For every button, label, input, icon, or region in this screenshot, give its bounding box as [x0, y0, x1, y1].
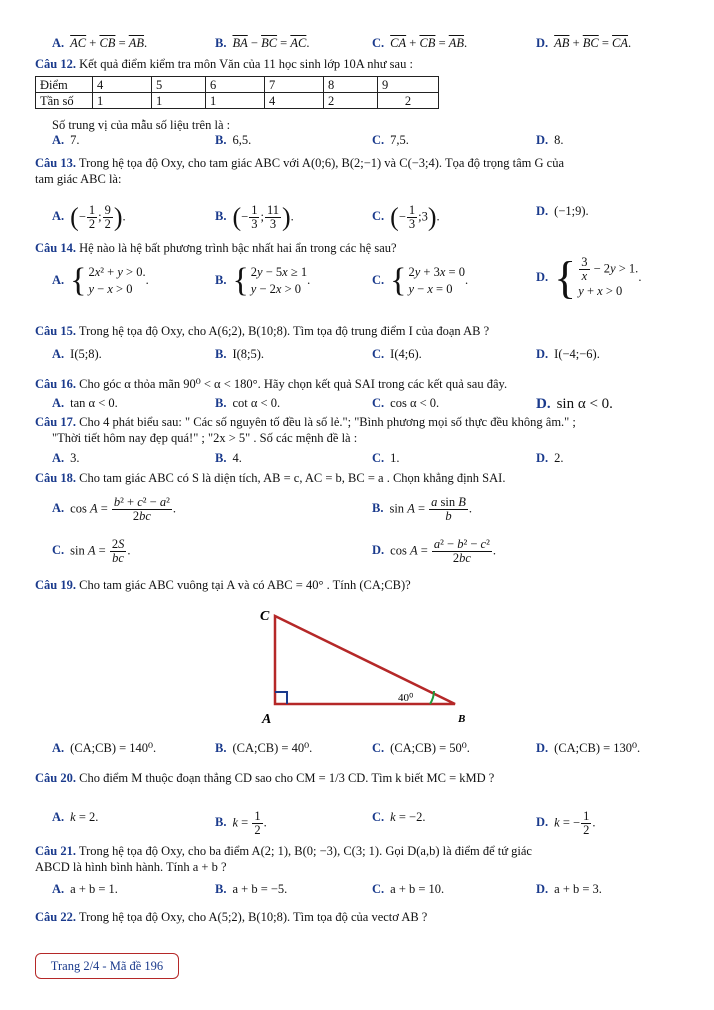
q21-option-b[interactable]: B. a + b = −5.	[215, 882, 288, 896]
angle-label: 40⁰	[398, 692, 414, 704]
q13-option-c[interactable]: C. (− $\frac{1}{3}$ ;3).	[372, 202, 440, 232]
question-number: Câu 14.	[35, 241, 76, 255]
question-text: Kết quả điểm kiểm tra môn Văn của 11 học sinh lớp 10A như sau :	[79, 57, 413, 71]
q21-option-d[interactable]: D. a + b = 3.	[536, 882, 602, 896]
q15-option-d[interactable]: D. I(−4;−6).	[536, 347, 600, 361]
q11-option-a[interactable]: A. $\overline{AC} + \overline{CB} = \overline{AB}$.	[52, 36, 148, 50]
q21-options	[0, 882, 714, 900]
question-20	[35, 770, 685, 786]
q12-option-b[interactable]: B. 6,5.	[215, 133, 252, 147]
q12-option-a[interactable]: A. 7.	[52, 133, 80, 147]
q19-option-b[interactable]: B. (CA;CB) = 40⁰.	[215, 741, 313, 755]
question-text: "Thời tiết hôm nay đẹp quá!" ; "2x > 5" . Số các mệnh đề là :	[52, 431, 358, 445]
q19-option-c[interactable]: C. (CA;CB) = 50⁰.	[372, 741, 470, 755]
question-text: Trong hệ tọa độ Oxy, cho A(6;2), B(10;8). Tìm tọa độ trung điểm I của đoạn AB ?	[78, 324, 490, 338]
page-footer: Trang 2/4 - Mã đề 196	[35, 953, 179, 979]
table-cell: 9	[378, 77, 439, 93]
q16-option-d[interactable]: D. sin α < 0.	[536, 396, 613, 412]
q13-option-d[interactable]: D. (−1;9).	[536, 204, 589, 218]
table-cell: 1	[152, 93, 206, 109]
table-cell: 5	[152, 77, 206, 93]
table-cell: Điểm	[36, 77, 93, 93]
question-subtext: Số trung vị của mẫu số liệu trên là :	[52, 118, 231, 132]
question-text: Cho 4 phát biểu sau: " Các số nguyên tố đều là số lẻ."; "Bình phương mọi số thực đều không âm." ;	[79, 415, 576, 429]
table-cell: 2	[378, 93, 439, 109]
q15-option-b[interactable]: B. I(8;5).	[215, 347, 265, 361]
question-12	[35, 56, 685, 72]
vertex-b-label: B	[458, 713, 466, 725]
q17-options	[0, 451, 714, 469]
question-text: Trong hệ tọa độ Oxy, cho ba điểm A(2; 1), B(0; −3), C(3; 1). Gọi D(a,b) là điểm để tứ giác	[78, 844, 532, 858]
q14-option-a[interactable]: A. { 2x² + y > 0. y − x > 0 .	[52, 262, 149, 299]
q18-option-b[interactable]: B. sin A = $\frac{\text{a sin B}}{b}$ .	[372, 495, 472, 523]
right-triangle-figure	[240, 598, 470, 728]
question-number: Câu 17.	[35, 415, 76, 429]
q17-option-b[interactable]: B. 4.	[215, 451, 242, 465]
question-18	[35, 470, 685, 486]
q16-option-b[interactable]: B. cot α < 0.	[215, 396, 281, 410]
table-cell: Tần số	[36, 93, 93, 109]
q20-option-b[interactable]: B. k = $\frac{1}{2}$ .	[215, 809, 267, 837]
question-number: Câu 18.	[35, 471, 76, 485]
triangle-abc	[275, 616, 455, 704]
question-15	[35, 323, 685, 339]
table-cell: 8	[324, 77, 378, 93]
question-text: tam giác ABC là:	[35, 172, 122, 186]
q13-option-a[interactable]: A. (− $\frac{1}{2}$ ; $\frac{9}{2}$ ).	[52, 202, 126, 232]
q12-option-d[interactable]: D. 8.	[536, 133, 564, 147]
q18-options-row2	[0, 538, 714, 570]
q14-option-d[interactable]: D. { $\frac{3}{x}$ − 2y > 1. y + x > 0 .	[536, 252, 642, 303]
question-22	[35, 909, 685, 925]
table-cell: 4	[93, 77, 152, 93]
table-cell: 1	[206, 93, 265, 109]
question-text: Trong hệ tọa độ Oxy, cho A(5;2), B(10;8). Tìm tọa độ của vectơ AB ?	[78, 910, 428, 924]
q21-option-a[interactable]: A. a + b = 1.	[52, 882, 118, 896]
question-number: Câu 21.	[35, 844, 76, 858]
table-row	[36, 93, 439, 109]
question-number: Câu 22.	[35, 910, 76, 924]
q17-option-c[interactable]: C. 1.	[372, 451, 400, 465]
q16-options	[0, 396, 714, 414]
q17-option-a[interactable]: A. 3.	[52, 451, 80, 465]
q16-option-c[interactable]: C. cos α < 0.	[372, 396, 440, 410]
q11-options	[0, 36, 714, 54]
q14-option-b[interactable]: B. { 2y − 5x ≥ 1 y − 2x > 0 .	[215, 262, 311, 299]
question-13	[35, 155, 685, 187]
question-number: Câu 13.	[35, 156, 76, 170]
question-17	[35, 414, 685, 446]
question-text: ABCD là hình bình hành. Tính a + b ?	[35, 860, 227, 874]
q13-options	[0, 204, 714, 238]
q18-option-a[interactable]: A. cos A = $\frac{\text{b² + c² − a²}}{2bc}$ .	[52, 495, 176, 523]
right-angle-mark	[275, 692, 287, 704]
q15-option-c[interactable]: C. I(4;6).	[372, 347, 422, 361]
question-text: Hệ nào là hệ bất phương trình bậc nhất hai ẩn trong các hệ sau?	[79, 241, 397, 255]
question-16	[35, 376, 685, 392]
q18-options-row1	[0, 496, 714, 528]
q11-option-d[interactable]: D. $\overline{AB} + \overline{BC} = \overline{CA}$.	[536, 36, 632, 50]
q13-option-b[interactable]: B. (− $\frac{1}{3}$ ; $\frac{11}{3}$ ).	[215, 202, 294, 232]
frequency-table	[35, 76, 439, 109]
question-number: Câu 16.	[35, 377, 76, 391]
q18-option-c[interactable]: C. sin A = $\frac{2S}{bc}$ .	[52, 537, 131, 565]
q17-option-d[interactable]: D. 2.	[536, 451, 564, 465]
q21-option-c[interactable]: C. a + b = 10.	[372, 882, 445, 896]
q15-option-a[interactable]: A. I(5;8).	[52, 347, 102, 361]
table-row	[36, 77, 439, 93]
question-text: Cho tam giác ABC có S là diện tích, AB = c, AC = b, BC = a . Chọn khẳng định SAI.	[79, 471, 506, 485]
q15-options	[0, 347, 714, 365]
question-number: Câu 20.	[35, 771, 76, 785]
q19-option-d[interactable]: D. (CA;CB) = 130⁰.	[536, 741, 641, 755]
q20-option-a[interactable]: A. k = 2.	[52, 810, 99, 824]
q14-option-c[interactable]: C. { 2y + 3x = 0 y − x = 0 .	[372, 262, 469, 299]
q20-option-c[interactable]: C. k = −2.	[372, 810, 426, 824]
table-cell: 4	[265, 93, 324, 109]
vertex-c-label: C	[260, 609, 270, 624]
q19-option-a[interactable]: A. (CA;CB) = 140⁰.	[52, 741, 157, 755]
question-text: Cho tam giác ABC vuông tại A và có ABC = 40° . Tính (CA;CB)?	[79, 578, 411, 592]
question-text: Cho điểm M thuộc đoạn thẳng CD sao cho CM = 1/3 CD. Tìm k biết MC = kMD ?	[79, 771, 495, 785]
q11-option-b[interactable]: B. $\overline{BA} - \overline{BC} = \overline{AC}$.	[215, 36, 310, 50]
question-14	[35, 240, 685, 256]
table-cell: 6	[206, 77, 265, 93]
q20-options	[0, 810, 714, 842]
q11-option-c[interactable]: C. $\overline{CA} + \overline{CB} = \overline{AB}$.	[372, 36, 468, 50]
question-21	[35, 843, 685, 875]
table-cell: 1	[93, 93, 152, 109]
table-cell: 7	[265, 77, 324, 93]
q12-option-c[interactable]: C. 7,5.	[372, 133, 409, 147]
question-19	[35, 577, 685, 593]
question-number: Câu 15.	[35, 324, 76, 338]
question-text: Trong hệ tọa độ Oxy, cho tam giác ABC với A(0;6), B(2;−1) và C(−3;4). Tọa độ trọng tâm G của	[78, 156, 565, 170]
q19-options	[0, 740, 714, 758]
question-text: Cho góc α thỏa mãn 90⁰ < α < 180°. Hãy chọn kết quả SAI trong các kết quả sau đây.	[79, 377, 508, 391]
q16-option-a[interactable]: A. tan α < 0.	[52, 396, 118, 410]
table-cell: 2	[324, 93, 378, 109]
vertex-a-label: A	[262, 712, 272, 727]
q14-options	[0, 252, 714, 316]
question-number: Câu 12.	[35, 57, 76, 71]
question-number: Câu 19.	[35, 578, 76, 592]
q20-option-d[interactable]: D. k = − $\frac{1}{2}$ .	[536, 809, 596, 837]
q18-option-d[interactable]: D. cos A = $\frac{\text{a² − b² − c²}}{2bc}$ .	[372, 537, 496, 565]
q12-options	[0, 133, 714, 151]
